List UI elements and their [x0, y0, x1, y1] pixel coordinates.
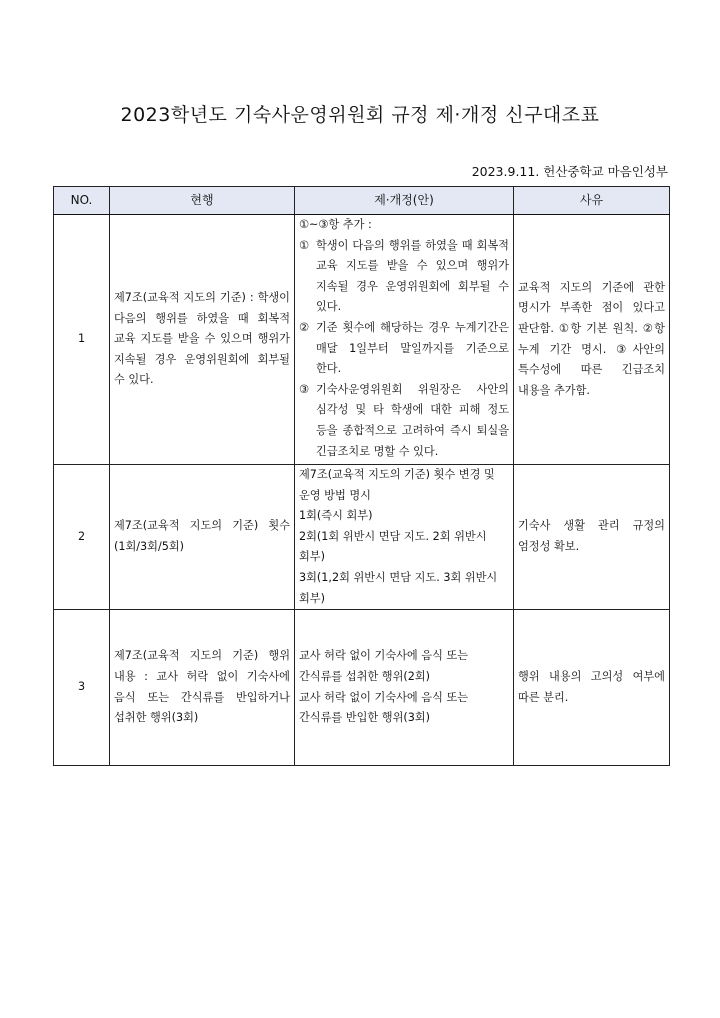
item-text: 기숙사운영위원회 위원장은 사안의 심각성 및 타 학생에 대한 피해 정도 등을 종합적으로 고려하여 즉시 퇴실을 긴급조치로 명할 수 있다.	[316, 382, 509, 458]
revision-comparison-table	[53, 186, 670, 766]
current-text: 제7조(교육적 지도의 기준) : 학생이 다음의 행위를 하였을 때 회복적 교육 지도를 받을 수 있으며 행위가 지속될 경우 운영위원회에 회부될 수 있다.	[110, 215, 295, 465]
revision-item	[299, 236, 509, 318]
table-row	[54, 610, 670, 766]
row-number: 2	[54, 465, 110, 610]
item-text: 학생이 다음의 행위를 하였을 때 회복적 교육 지도를 받을 수 있으며 행위가 지속될 경우 운영위원회에 회부될 수 있다.	[316, 238, 509, 314]
header-revision: 제·개정(안)	[295, 187, 514, 215]
revision-line: 3회(1,2회 위반시 면담 지도. 3회 위반시 회부)	[299, 570, 498, 605]
item-text: 기준 횟수에 해당하는 경우 누계기간은 매달 1일부터 말일까지를 기준으로 한다.	[316, 320, 509, 376]
reason-text: 기숙사 생활 관리 규정의 엄정성 확보.	[514, 465, 670, 610]
current-text: 제7조(교육적 지도의 기준) 횟수(1회/3회/5회)	[110, 465, 295, 610]
document-dateline: 2023.9.11. 헌산중학교 마음인성부	[471, 164, 668, 179]
table-header-row	[54, 187, 670, 215]
revision-line: 제7조(교육적 지도의 기준) 횟수 변경 및 운영 방법 명시	[299, 468, 495, 502]
item-marker: ②	[299, 320, 310, 334]
revision-line: 2회(1회 위반시 면담 지도. 2회 위반시 회부)	[299, 529, 487, 564]
row-number: 3	[54, 610, 110, 766]
revision-intro: ①~③항 추가 :	[299, 218, 372, 231]
table-row	[54, 215, 670, 465]
item-marker: ①	[299, 238, 310, 252]
item-marker: ③	[299, 382, 310, 396]
revision-line: 1회(즉시 회부)	[299, 509, 373, 523]
current-text: 제7조(교육적 지도의 기준) 행위 내용 : 교사 허락 없이 기숙사에 음식 또는 간식류를 반입하거나 섭취한 행위(3회)	[110, 610, 295, 766]
revision-line: 교사 허락 없이 기숙사에 음식 또는 간식류를 섭취한 행위(2회)	[299, 649, 469, 684]
header-reason: 사유	[514, 187, 670, 215]
row-number: 1	[54, 215, 110, 465]
revision-text	[295, 465, 514, 610]
reason-text: 행위 내용의 고의성 여부에 따른 분리.	[514, 610, 670, 766]
document-title: 2023학년도 기숙사운영위원회 규정 제·개정 신구대조표	[120, 104, 600, 126]
revision-text	[295, 610, 514, 766]
revision-line: 교사 허락 없이 기숙사에 음식 또는 간식류를 반입한 행위(3회)	[299, 690, 469, 725]
reason-text: 교육적 지도의 기준에 관한 명시가 부족한 점이 있다고 판단함. ①항 기본 원칙. ②항 누계 기간 명시. ③사안의 특수성에 따른 긴급조치 내용을 추가함.	[514, 215, 670, 465]
revision-item	[299, 318, 509, 380]
header-no: NO.	[54, 187, 110, 215]
header-current: 현행	[110, 187, 295, 215]
revision-text	[295, 215, 514, 465]
revision-item	[299, 380, 509, 462]
table-row	[54, 465, 670, 610]
